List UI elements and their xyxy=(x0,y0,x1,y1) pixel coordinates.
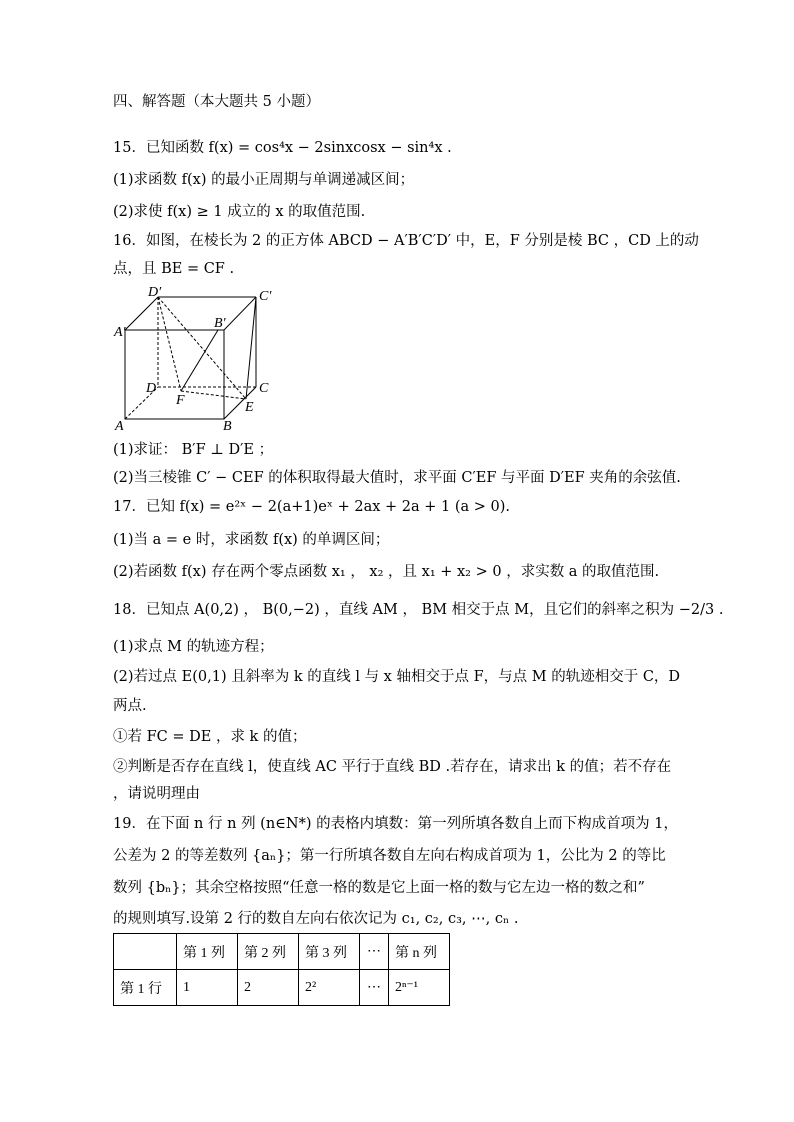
q16-part1: (1)求证： B′F ⊥ D′E ； xyxy=(113,442,274,458)
edge-bpcp xyxy=(224,297,256,330)
q16-part2: (2)当三棱锥 C′ − CEF 的体积取得最大值时，求平面 C′EF 与平面 D′EF 夹角的余弦值. xyxy=(113,470,681,486)
segment-dpe xyxy=(158,297,246,399)
label-ap: A′ xyxy=(114,325,126,340)
table-header-cell: 第 n 列 xyxy=(389,934,450,970)
q15-part1: (1)求函数 f(x) 的最小正周期与单调递减区间； xyxy=(113,172,415,188)
q18-part1: (1)求点 M 的轨迹方程； xyxy=(113,639,274,655)
q17-part2: (2)若函数 f(x) 存在两个零点函数 x₁ ， x₂ ，且 x₁ + x₂ > 0 ，求实数 a 的取值范围. xyxy=(113,564,660,580)
q18-part2-line2: 两点. xyxy=(113,698,147,714)
q19-line1: 19．在下面 n 行 n 列 (n∈N*) 的表格内填数：第一列所填各数自上而下构成首项为 1， xyxy=(113,816,678,832)
cube-figure xyxy=(113,284,283,434)
label-e: E xyxy=(245,400,254,415)
number-table xyxy=(113,933,450,1006)
q18-sub2-line2: ，请说明理由 xyxy=(113,786,200,802)
table-cell: 1 xyxy=(177,970,238,1006)
segment-bpf xyxy=(181,330,218,391)
q16-stem-line2: 点，且 BE = CF . xyxy=(113,261,235,277)
label-b: B xyxy=(223,419,232,434)
q16-stem-line1: 16．如图，在棱长为 2 的正方体 ABCD − A′B′C′D′ 中，E，F 分别是棱 BC ，CD 上的动 xyxy=(113,233,699,249)
q15-part2: (2)求使 f(x) ≥ 1 成立的 x 的取值范围. xyxy=(113,204,366,220)
q18-sub1: ①若 FC = DE ，求 k 的值； xyxy=(113,729,307,745)
table-header-cell: 第 1 列 xyxy=(177,934,238,970)
table-header-cell: 第 2 列 xyxy=(238,934,299,970)
table-header-cell: ⋯ xyxy=(360,934,389,970)
section-title: 四、解答题（本大题共 5 小题） xyxy=(113,94,320,110)
label-dp: D′ xyxy=(148,285,162,300)
segment-fe xyxy=(181,391,246,399)
table-cell: 2 xyxy=(238,970,299,1006)
front-face xyxy=(125,330,224,419)
label-a: A xyxy=(115,419,124,434)
segment-cpe xyxy=(246,297,256,399)
table-row xyxy=(114,970,450,1006)
label-bp: B′ xyxy=(214,316,226,331)
label-f: F xyxy=(176,393,185,408)
q19-line3: 数列 {bₙ}；其余空格按照“任意一格的数是它上面一格的数与它左边一格的数之和” xyxy=(113,880,645,896)
table-header-cell: 第 3 列 xyxy=(299,934,360,970)
table-header-row xyxy=(114,934,450,970)
edge-apdp xyxy=(125,297,158,330)
q19-line2: 公差为 2 的等差数列 {aₙ}；第一行所填各数自左向右构成首项为 1，公比为 2 的等比 xyxy=(113,848,666,864)
q18-stem: 18．已知点 A(0,2) ， B(0,−2) ，直线 AM ， BM 相交于点 M，且它们的斜率之积为 −2/3 . xyxy=(113,602,724,618)
q17-stem: 17．已知 f(x) = e²ˣ − 2(a+1)eˣ + 2ax + 2a + 1 (a > 0). xyxy=(113,499,510,515)
table-cell: ⋯ xyxy=(360,970,389,1006)
label-c: C xyxy=(259,381,269,396)
table-cell: 第 1 行 xyxy=(114,970,177,1006)
table-cell: 2² xyxy=(299,970,360,1006)
q19-line4: 的规则填写.设第 2 行的数自左向右依次记为 c₁, c₂, c₃, ⋯, cₙ . xyxy=(113,911,519,927)
table-header-cell xyxy=(114,934,177,970)
q17-part1: (1)当 a = e 时，求函数 f(x) 的单调区间； xyxy=(113,532,390,548)
label-cp: C′ xyxy=(259,289,272,304)
table-cell: 2ⁿ⁻¹ xyxy=(389,970,450,1006)
q15-stem: 15．已知函数 f(x) = cos⁴x − 2sinxcosx − sin⁴x . xyxy=(113,140,452,156)
q18-part2-line1: (2)若过点 E(0,1) 且斜率为 k 的直线 l 与 x 轴相交于点 F，与点 M 的轨迹相交于 C，D xyxy=(113,669,681,685)
q18-sub2-line1: ②判断是否存在直线 l，使直线 AC 平行于直线 BD .若存在，请求出 k 的值；若不存在 xyxy=(113,759,672,775)
segment-dpf xyxy=(158,297,181,391)
label-d: D xyxy=(146,381,157,396)
